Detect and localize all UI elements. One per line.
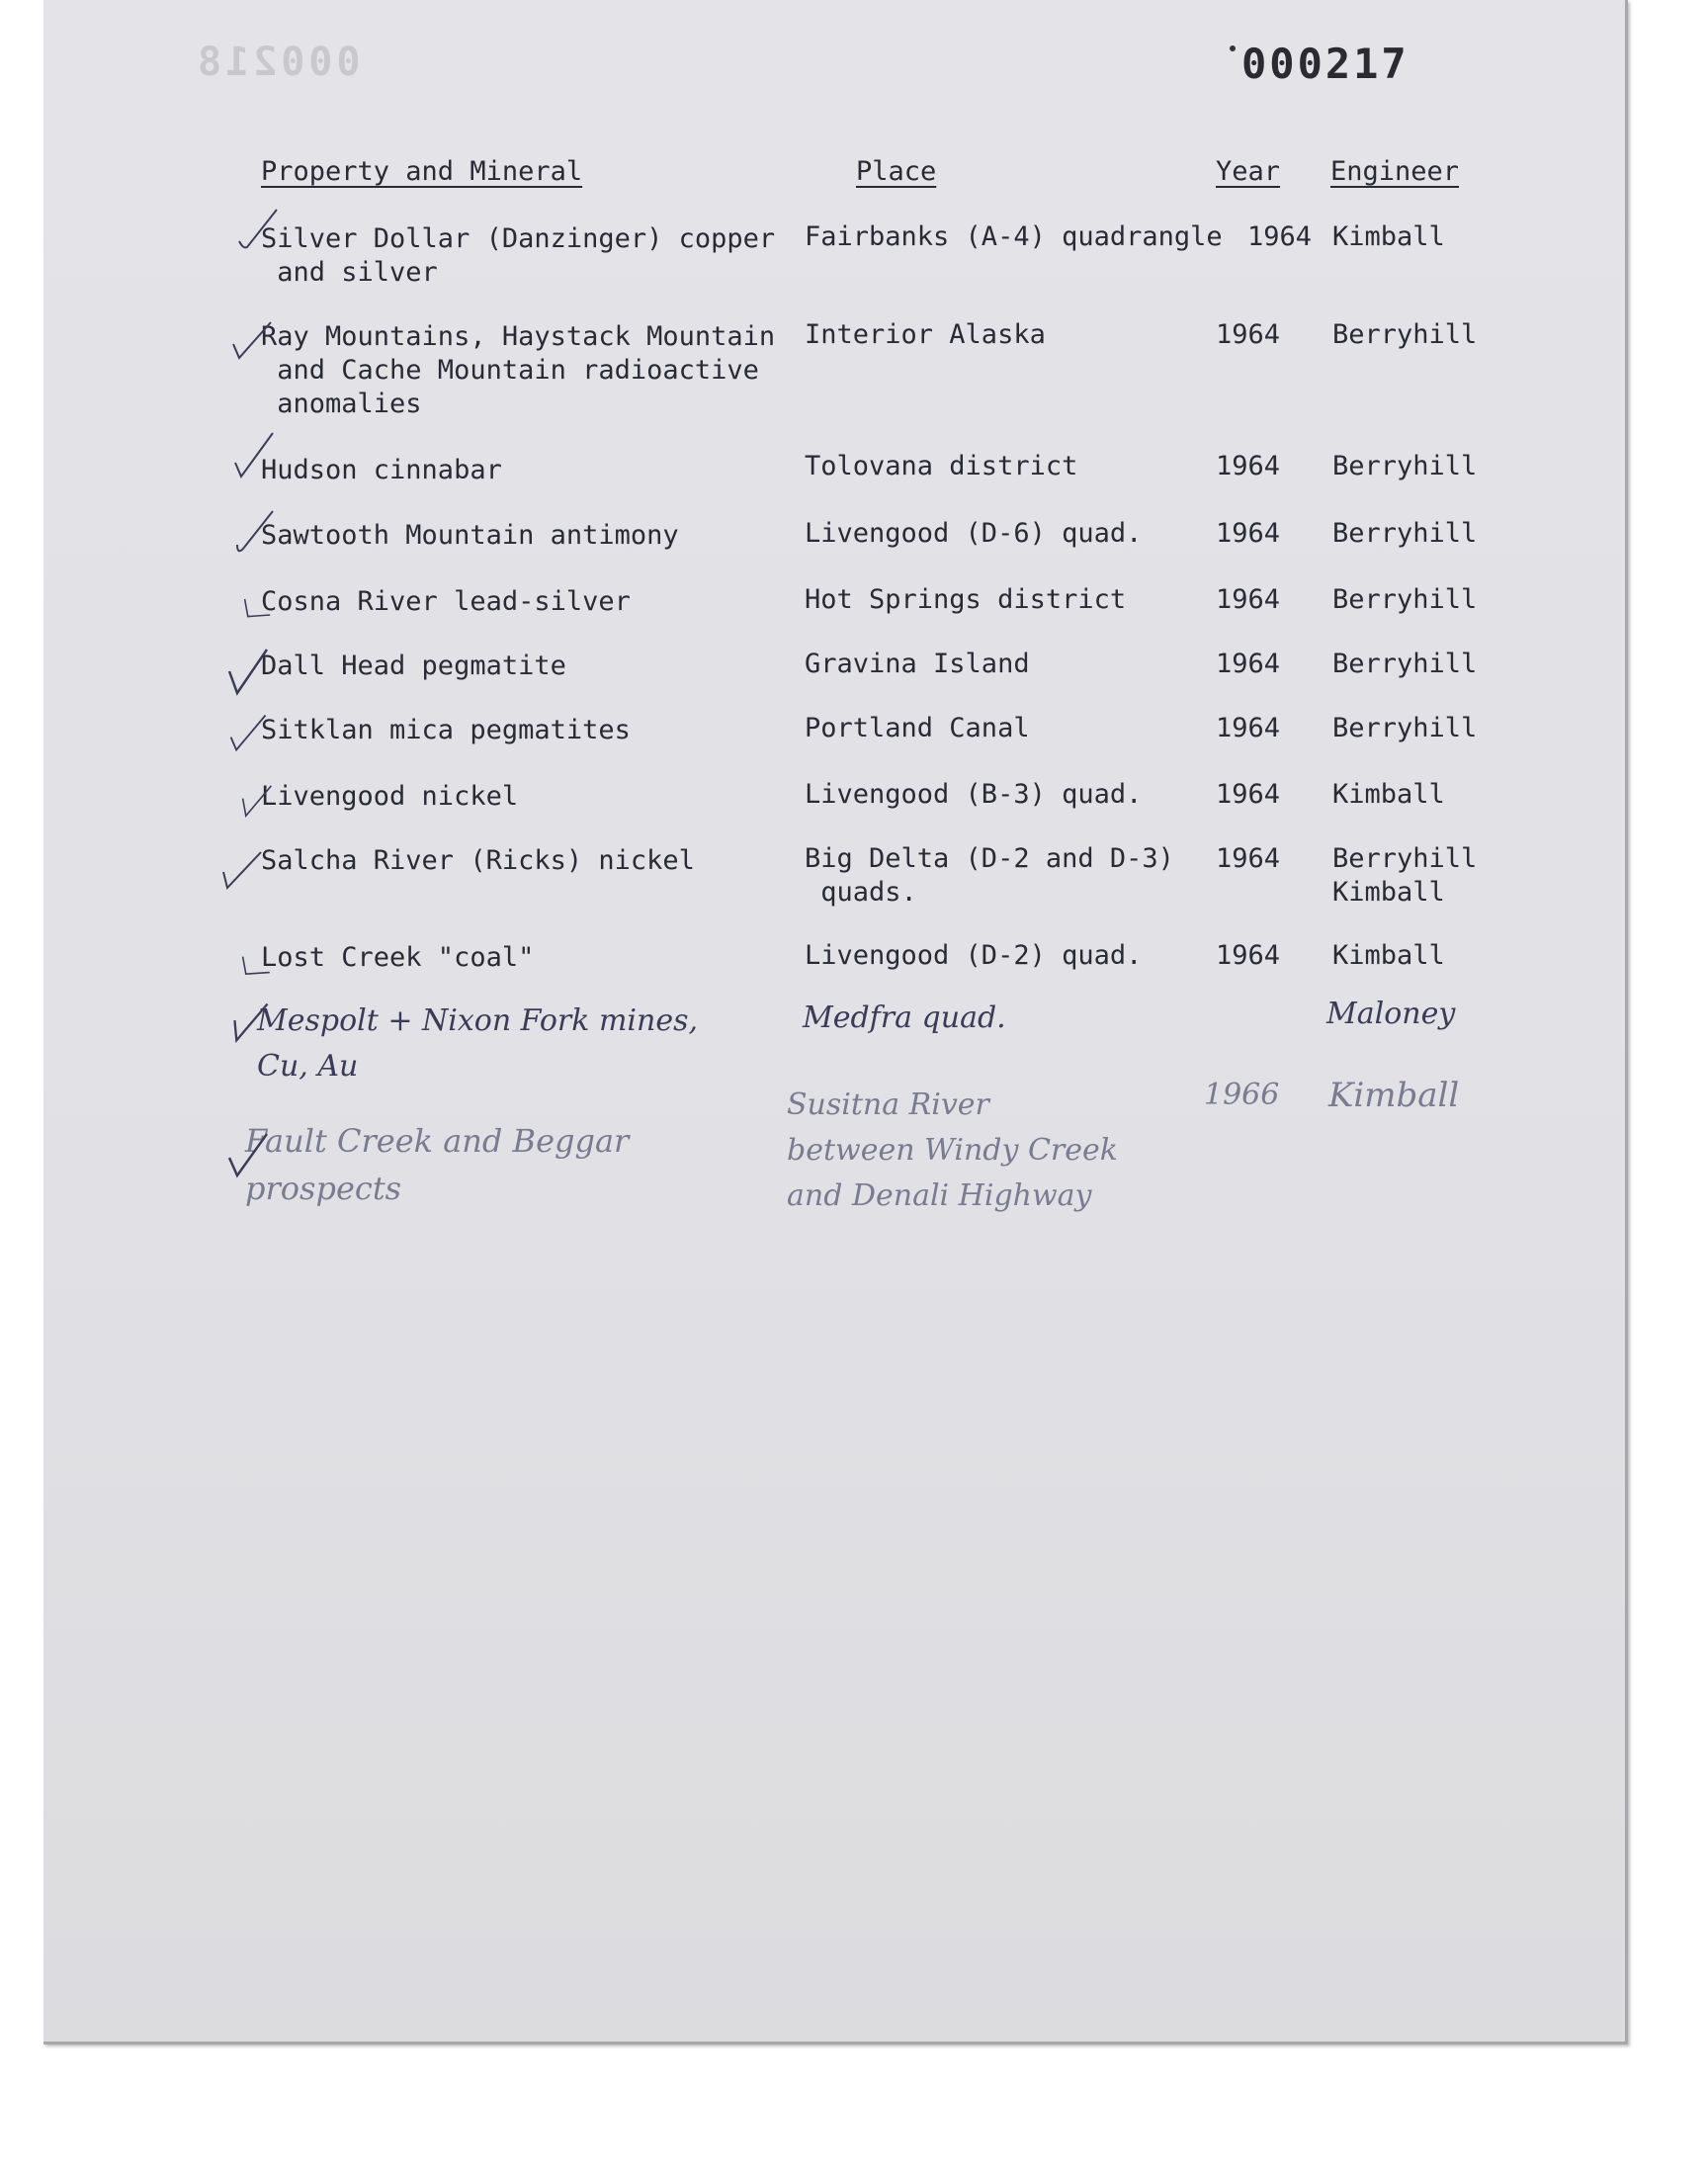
property-cell: Silver Dollar (Danzinger) copper and silver [261, 223, 776, 288]
document-page [43, 0, 1628, 2044]
year-cell: 1964 [1216, 319, 1281, 350]
check-mark-icon [229, 999, 273, 1044]
property-cell: Salcha River (Ricks) nickel [261, 845, 695, 876]
property-cell: Ray Mountains, Haystack Mountain and Cache Mountain radioactive anomalies [261, 321, 776, 419]
check-mark-icon [235, 781, 279, 821]
place-cell: Livengood (B-3) quad. [805, 779, 1143, 810]
property-cell: Sawtooth Mountain antimony [261, 520, 679, 551]
property-cell: Cosna River lead-silver [261, 586, 631, 617]
handwritten-year: 1966 [1204, 1078, 1280, 1112]
handwritten-property: Mespolt + Nixon Fork mines, Cu, Au [257, 1003, 699, 1084]
place-cell: Gravina Island [805, 649, 1030, 679]
header-property: Property and Mineral [261, 156, 583, 187]
place-cell: Livengood (D-6) quad. [805, 518, 1143, 549]
year-cell: 1964 [1216, 713, 1281, 743]
place-cell: Fairbanks (A-4) quadrangle [805, 221, 1223, 252]
place-cell: Big Delta (D-2 and D-3) quads. [805, 843, 1174, 908]
check-mark-icon [227, 643, 271, 702]
engineer-cell: Berryhill [1332, 584, 1478, 615]
place-cell: Livengood (D-2) quad. [805, 940, 1143, 971]
year-cell: 1964 [1216, 843, 1281, 874]
engineer-cell: Kimball [1332, 940, 1445, 971]
check-mark-icon [233, 504, 277, 560]
check-mark-icon [227, 1123, 271, 1186]
check-mark-icon [221, 842, 265, 892]
handwritten-place: Medfra quad. [803, 1000, 1006, 1035]
engineer-cell: Berryhill [1332, 518, 1478, 549]
property-cell: Lost Creek "coal" [261, 942, 535, 973]
header-engineer: Engineer [1330, 156, 1460, 187]
handwritten-engineer: Maloney [1326, 997, 1456, 1031]
property-cell: Livengood nickel [261, 781, 519, 812]
check-mark-icon [233, 431, 277, 480]
header-year: Year [1216, 156, 1281, 187]
handwritten-place: Susitna River between Windy Creek and Denali Highway [787, 1088, 1118, 1213]
year-cell: 1964 [1216, 649, 1281, 679]
engineer-cell: Berryhill [1332, 319, 1478, 350]
engineer-cell: Kimball [1332, 221, 1445, 252]
check-mark-icon [237, 206, 281, 255]
engineer-cell: Berryhill [1332, 713, 1478, 743]
year-cell: 1964 [1216, 518, 1281, 549]
place-cell: Tolovana district [805, 451, 1078, 481]
place-cell: Hot Springs district [805, 584, 1127, 615]
year-cell: 1964 [1216, 779, 1281, 810]
header-place: Place [856, 156, 937, 187]
check-mark-icon [231, 316, 275, 366]
handwritten-property: Fault Creek and Beggar prospects [245, 1122, 630, 1207]
document-number-text: 000217 [1241, 40, 1409, 88]
year-cell: 1964 [1216, 584, 1281, 615]
property-cell: Hudson cinnabar [261, 455, 502, 485]
engineer-cell: Berryhill [1332, 451, 1478, 481]
bleed-through-number: 000218 [194, 40, 361, 85]
year-cell: 1964 [1216, 940, 1281, 971]
engineer-cell: Berryhill Kimball [1332, 843, 1478, 908]
handwritten-engineer: Kimball [1328, 1076, 1460, 1115]
property-cell: Dall Head pegmatite [261, 651, 566, 681]
year-cell: 1964 [1216, 451, 1281, 481]
check-mark-icon [227, 710, 271, 755]
check-mark-icon [235, 939, 279, 979]
engineer-cell: Berryhill [1332, 649, 1478, 679]
year-cell: 1964 [1247, 221, 1313, 252]
document-number [1241, 40, 1409, 88]
property-cell: Sitklan mica pegmatites [261, 715, 631, 745]
engineer-cell: Kimball [1332, 779, 1445, 810]
check-mark-icon [237, 583, 281, 623]
place-cell: Interior Alaska [805, 319, 1046, 350]
place-cell: Portland Canal [805, 713, 1030, 743]
